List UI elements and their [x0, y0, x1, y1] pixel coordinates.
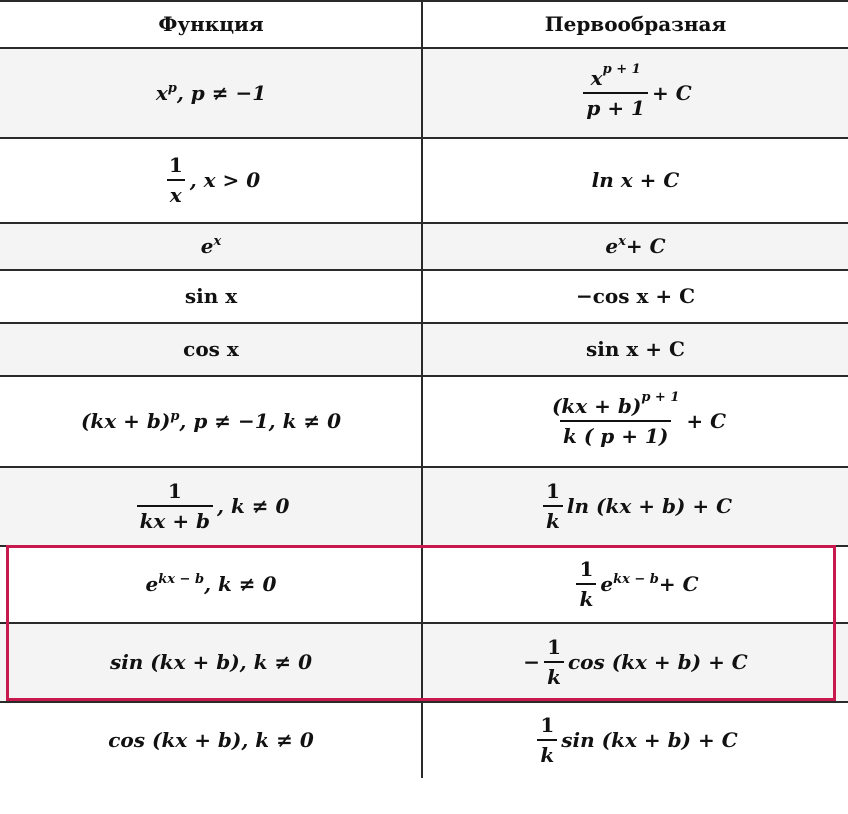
table-row [0, 138, 848, 222]
function-cell: cos x [183, 337, 239, 361]
function-cell: cos (kx + b), k ≠ 0 [108, 728, 314, 752]
function-cell: $\frac{1}{x}$ , x > 0 [0, 138, 422, 222]
antiderivative-cell: sin x + C [586, 337, 685, 361]
function-cell: $\frac{1}{kx + b}$ , k ≠ 0 [0, 467, 422, 545]
fraction: $\frac{1}{k}$ [537, 713, 557, 767]
antiderivative-cell: e $^x$ + C [605, 234, 666, 258]
table-rule [0, 222, 848, 224]
function-cell: e $^{kx - b}$ , k ≠ 0 [145, 572, 277, 596]
antiderivative-cell: $\frac{1}{k}$ e $^{kx - b}$ + C [423, 546, 848, 622]
table-row [0, 546, 848, 622]
antiderivative-cell: −cos x + C [575, 284, 696, 308]
table-rule [0, 545, 848, 547]
table-row [0, 270, 848, 322]
column-divider [421, 0, 423, 778]
header-antiderivative: Первообразная [544, 12, 727, 36]
table-row [0, 323, 848, 375]
function-cell: sin x [184, 284, 238, 308]
antiderivative-cell: $\frac{(kx + b)^{p + 1}}{k ( p + 1)}$ + C [423, 376, 848, 466]
fraction: $\frac{1}{k}$ [543, 479, 563, 533]
table-rule [0, 466, 848, 468]
table-rule [0, 622, 848, 624]
table-row [0, 467, 848, 545]
table-row [0, 702, 848, 778]
fraction: $\frac{1}{x}$ [166, 153, 186, 207]
table-rule [0, 137, 848, 139]
table-rule [0, 0, 848, 2]
antiderivative-cell: $\frac{x^{p + 1}}{p + 1}$ + C [423, 49, 848, 137]
antiderivative-cell: $\frac{1}{k}$ sin (kx + b) + C [423, 702, 848, 778]
table-row [0, 49, 848, 137]
header-function: Функция [158, 12, 264, 36]
fraction: $\frac{x^{p + 1}}{p + 1}$ [583, 66, 648, 120]
table-row [0, 376, 848, 466]
table-rule [0, 322, 848, 324]
antiderivative-cell: ln x + C [591, 168, 680, 192]
fraction: $\frac{(kx + b)^{p + 1}}{k ( p + 1)}$ [551, 390, 680, 448]
table-header [0, 0, 848, 48]
fraction: $\frac{1}{k}$ [544, 635, 564, 689]
table-rule [0, 269, 848, 271]
table-rule [0, 47, 848, 49]
antiderivative-cell: $\frac{1}{k}$ ln (kx + b) + C [423, 467, 848, 545]
table-row [0, 223, 848, 269]
table-rule [0, 375, 848, 377]
fraction: $\frac{1}{kx + b}$ [137, 479, 213, 533]
function-cell: (kx + b) $^p$ , p ≠ −1, k ≠ 0 [80, 409, 342, 433]
antiderivative-cell: − $\frac{1}{k}$ cos (kx + b) + C [523, 635, 748, 689]
function-cell: sin (kx + b), k ≠ 0 [109, 650, 313, 674]
function-cell: e $^x$ [200, 234, 222, 258]
table-row [0, 623, 848, 701]
fraction: $\frac{1}{k}$ [576, 557, 596, 611]
function-cell: x $^p$ , p ≠ −1 [155, 81, 267, 105]
table-rule [0, 701, 848, 703]
